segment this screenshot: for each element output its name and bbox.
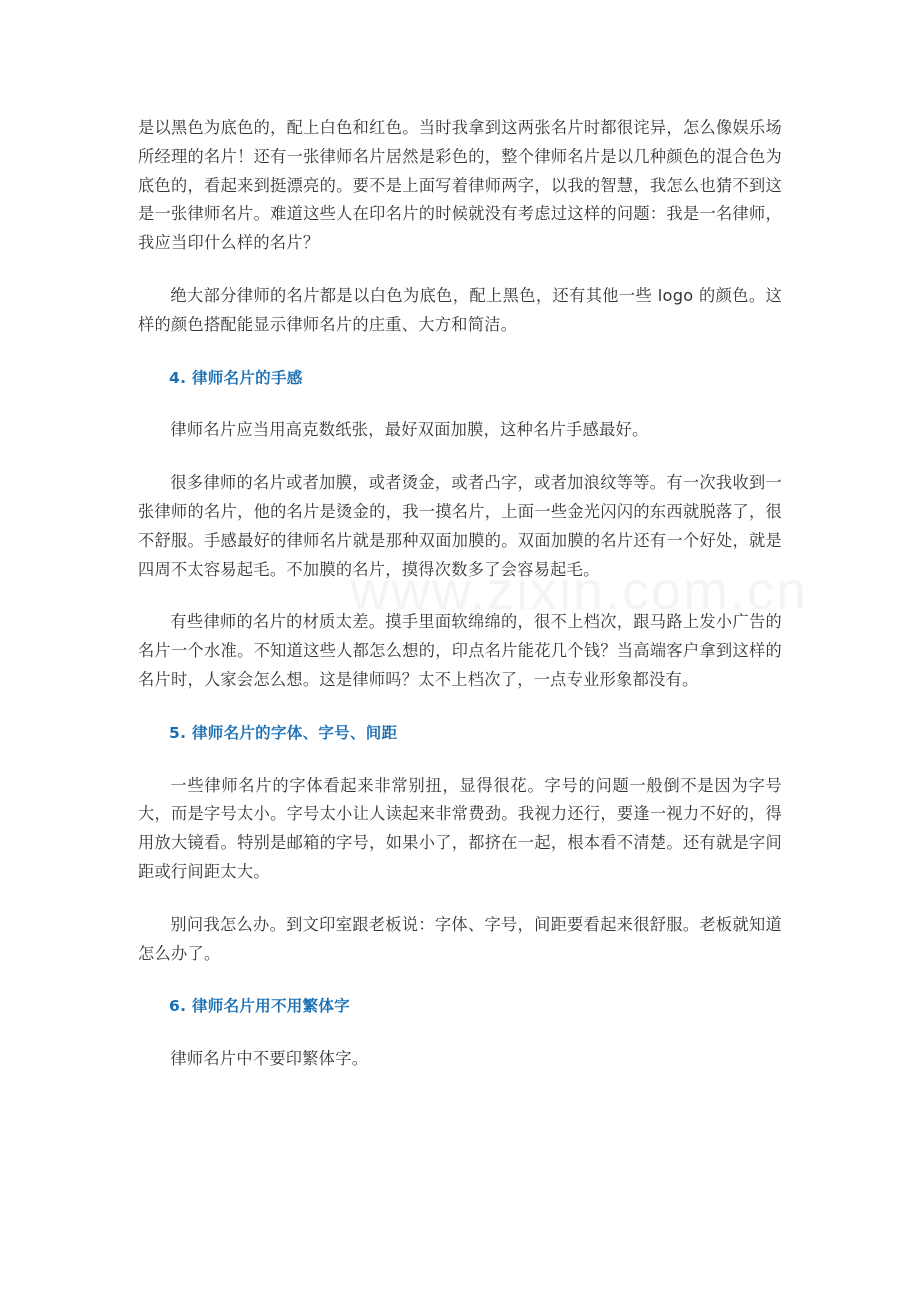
paragraph-material-quality: 有些律师的名片的材质太差。摸手里面软绵绵的，很不上档次，跟马路上发小广告的名片一个水准。不知道这些人都怎么想的，印点名片能花几个钱？当高端客户拿到这样的名片时，人家会怎么想。这是律师吗？太不上档次了，一点专业形象都没有。 (138, 612, 782, 689)
section-heading-traditional: 6. 律师名片用不用繁体字 (169, 997, 350, 1016)
paragraph-lamination: 很多律师的名片或者加膜，或者烫金，或者凸字，或者加浪纹等等。有一次我收到一张律师的名片，他的名片是烫金的，我一摸名片，上面一些金光闪闪的东西就脱落了，很不舒服。手感最好的律师名片就是那种双面加膜的。双面加膜的名片还有一个好处，就是四周不太容易起毛。不加膜的名片，摸得次数多了会容易起毛。 (138, 473, 782, 579)
section-heading-feel: 4. 律师名片的手感 (169, 368, 303, 387)
paragraph-font-size: 一些律师名片的字体看起来非常别扭，显得很花。字号的问题一般倒不是因为字号大，而是字号太小。字号太小让人读起来非常费劲。我视力还行，要逢一视力不好的，得用放大镜看。特别是邮箱的字号，如果小了，都挤在一起，根本看不清楚。还有就是字间距或行间距太大。 (138, 775, 782, 881)
paragraph-white-base: 绝大部分律师的名片都是以白色为底色，配上黑色，还有其他一些 logo 的颜色。这样的颜色搭配能显示律师名片的庄重、大方和简洁。 (138, 285, 782, 334)
paragraph-card-colors: 是以黑色为底色的，配上白色和红色。当时我拿到这两张名片时都很诧异，怎么像娱乐场所经理的名片！还有一张律师名片居然是彩色的，整个律师名片是以几种颜色的混合色为底色的，看起来到挺漂亮的。要不是上面写着律师两字，以我的智慧，我怎么也猜不到这是一张律师名片。难道这些人在印名片的时候就没有考虑过这样的问题：我是一名律师，我应当印什么样的名片？ (138, 118, 782, 253)
document-body (138, 114, 782, 1098)
paragraph-paper-weight: 律师名片应当用高克数纸张，最好双面加膜，这种名片手感最好。 (170, 420, 649, 440)
section-heading-font: 5. 律师名片的字体、字号、间距 (169, 723, 398, 742)
paragraph-no-traditional: 律师名片中不要印繁体字。 (170, 1049, 369, 1069)
paragraph-print-shop: 别问我怎么办。到文印室跟老板说：字体、字号，间距要看起来很舒服。老板就知道怎么办了。 (138, 914, 782, 963)
